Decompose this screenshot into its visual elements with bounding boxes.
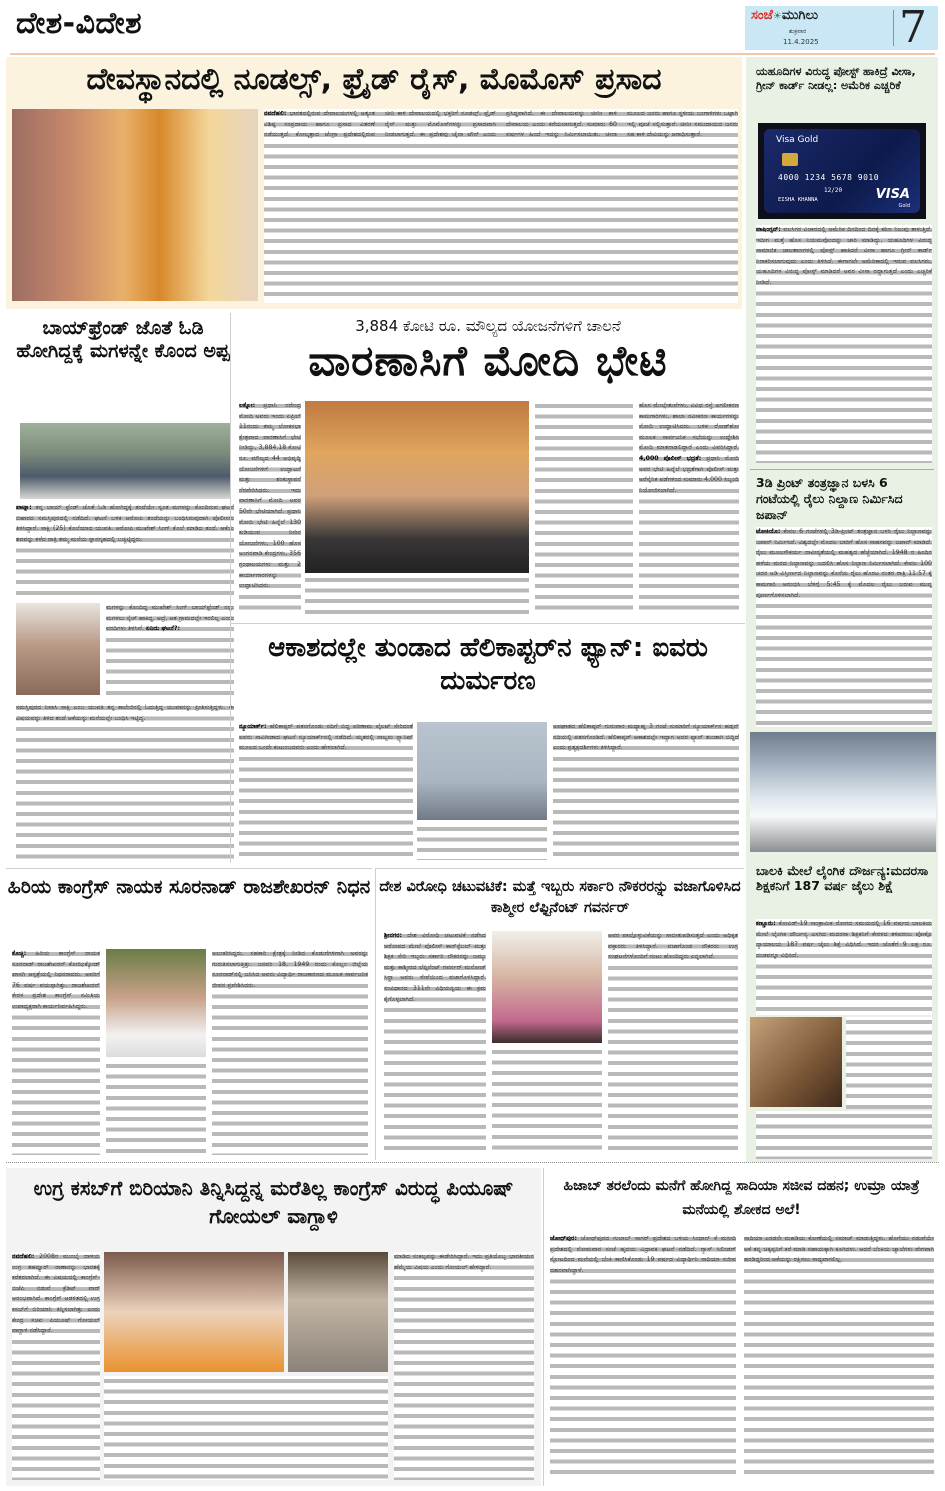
body-text: ವಲಸಿಗರ ವಿಚಾರದಲ್ಲಿ ಅಮೆರಿಕ ದಿನದಿಂದ ದಿನಕ್ಕೆ ಕಠಿಣ ನಿಲುವು ತಾಳುತ್ತಿದೆ. ಇದೀಗ ಮತ್ತೆ ಹೊಸ ನಿಯಮವೊಂದನ್ನು ಜಾರಿ ಮಾಡಿದ್ದು, ಯಹೂದಿಗಳ ವಿರುದ್ಧ ಸಾಮಾಜಿಕ ಜಾಲತಾಣಗಳಲ್ಲಿ ಪೋಸ್ಟ್ ಹಾಕಿದರೆ ವೀಸಾ ಹಾಗೂ ಗ್ರೀನ್ ಕಾರ್ಡ್ ನಿರಾಕರಿಸಲಾಗುವುದು ಎಂದು ತಿಳಿಸಿದೆ. ಈಗಾಗಲೇ ಅಮೆರಿಕಾದಲ್ಲಿ ಇರುವ ವಲಸಿಗರು, ಯಹೂದಿಗಳ ವಿರುದ್ಧ ಪೋಸ್ಟ್ ಮಾಡಿದರೆ ಅವರ ವೀಸಾ ರದ್ದಾಗುತ್ತದೆ ಎಂದು ಎಚ್ಚರಿಕೆ ನೀಡಿದೆ. [756, 226, 932, 286]
japan-headline[interactable]: 3ಡಿ ಪ್ರಿಂಟ್ ತಂತ್ರಜ್ಞಾನ ಬಳಸಿ 6 ಗಂಟೆಯಲ್ಲಿ ರೈಲು ನಿಲ್ದಾಣ ನಿರ್ಮಿಸಿದ ಜಪಾನ್ [756, 475, 903, 522]
body-text: ಕೋವಿಡ್-19 ಸಾಂಕ್ರಾಮಿಕ ರೋಗದ ಸಮಯದಲ್ಲಿ 16 ವರ್ಷದ ಬಾಲಕಿಯ ಮೇಲೆ ಲೈಂಗಿಕ ದೌರ್ಜನ್ಯ ಎಸಗಿದ ಮದರಸಾ ಶಿಕ್ಷಕನಿಗೆ ಕೇರಳದ ತಳಿಪರಂಬ ಪೋಕ್ಸೊ ನ್ಯಾಯಾಲಯ 187 ವರ್ಷ ಜೈಲು ಶಿಕ್ಷೆ ವಿಧಿಸಿದೆ. ಇದರ ಜೊತೆಗೆ 9 ಲಕ್ಷ ರೂ. ದಂಡವನ್ನೂ ವಿಧಿಸಿದೆ. [756, 920, 932, 959]
right-rail [746, 57, 938, 1162]
visa-headline[interactable]: ಯಹೂದಿಗಳ ವಿರುದ್ಧ ಪೋಸ್ಟ್ ಹಾಕಿದ್ರೆ ವೀಸಾ, ಗ್ರೀನ್ ಕಾರ್ಡ್ ನೀಡಲ್ಲ: ಅಮೆರಿಕ ಎಚ್ಚರಿಕೆ [756, 65, 916, 92]
article-body-right [394, 1252, 534, 1480]
japan-body [756, 527, 932, 727]
dateline: ನವದೆಹಲಿ: [264, 110, 287, 117]
article-body-2 [106, 603, 234, 699]
madrasa-body [756, 919, 932, 1015]
dateline: ನ್ಯೂಯಾರ್ಕ್: [239, 723, 267, 730]
article-body [239, 401, 301, 615]
kicker: 3,884 ಕೋಟಿ ರೂ. ಮೌಲ್ಯದ ಯೋಜನೆಗಳಿಗೆ ಚಾಲನೆ [355, 317, 621, 335]
madrasa-body-tail [756, 1111, 932, 1159]
article-boyfriend-murder[interactable] [6, 313, 240, 863]
card-number: 4000 1234 5678 9010 [778, 173, 880, 182]
photo-visa-card [758, 123, 926, 219]
dateline: ಜೋಧ್‌ಪುರ: [550, 1235, 577, 1242]
body-text: ಅಪಘಾತದ ಹೆಲಿಕಾಪ್ಟರ್ ಗುರುವಾರ ಮಧ್ಯಾಹ್ನ 3 ಗಂಟೆ ಸುಮಾರಿಗೆ ನ್ಯೂಯಾರ್ಕ್‌ನ ಹಡ್ಸನ್ ನದಿಯಲ್ಲಿ ಪತನಗೊಂಡಿದೆ. ಹೆಲಿಕಾಪ್ಟರ್ ಆಕಾಶದಲ್ಲೇ ಇದ್ದಾಗ ಅದರ ಫ್ಯಾನ್ ತುಂಡಾಗಿ ಬಿದ್ದಿದೆ ಎಂದು ಪ್ರತ್ಯಕ್ಷದರ್ಶಿಗಳು ತಿಳಿಸಿದ್ದಾರೆ. [553, 723, 739, 752]
article-body [239, 722, 413, 860]
rail-divider [750, 469, 934, 470]
dateline: ಕಣ್ಣೂರು: [756, 920, 776, 927]
card-brand-tier: Gold [898, 203, 910, 209]
subhead: ಏನಿದು ಘಟನೆ?: [145, 625, 180, 633]
palm-sun-icon: ☀ [772, 11, 782, 22]
article-body [16, 503, 234, 599]
photo-lieutenant-governor [492, 931, 602, 1043]
article-body [384, 931, 486, 1155]
dateline: ಕೊಚ್ಚಿ: [12, 950, 27, 957]
article-helicopter[interactable] [230, 623, 745, 863]
article-body [264, 109, 738, 303]
subhead: 4,000 ಪೊಲೀಸ್ ಭದ್ರತೆ: [639, 454, 702, 462]
body-text: ಜೋಧ್‌ಪುರದ ಗುಲಾಬ್ ಸಾಗರ್ ಪ್ರದೇಶದ ಬಳಿಯ ಸಿಂಧಾನ್ ಕೆ ಮಸೀದಿ ಪ್ರದೇಶದಲ್ಲಿ ಸೋಮವಾರ ಸಂಜೆ ಹೃದಯ ವಿದ್ರಾವಕ ಘಟನೆ ನಡೆದಿದೆ. ಗ್ಯಾಸ್ ಸಿಲಿಂಡರ್ ಸ್ಫೋಟದಿಂದ ಮನೆಯಲ್ಲಿ ಬೆಂಕಿ ಕಾಣಿಸಿಕೊಂಡು 19 ವರ್ಷದ ವಿದ್ಯಾರ್ಥಿನಿ ಸಾದಿಯಾ ಸಜೀವ ದಹನವಾಗಿದ್ದಾಳೆ. [550, 1235, 736, 1274]
madrasa-body-continued [846, 1017, 932, 1109]
article-body-continued [492, 1047, 602, 1155]
dateline: ನವದೆಹಲಿ: [12, 1253, 35, 1260]
header-rule [10, 53, 935, 55]
body-text: ಸಾದಿಯಾ ಎರಡನೇ ಮಹಡಿಯ ಕೋಣೆಯಲ್ಲಿ ನಮಾಜ್ ಮಾಡುತ್ತಿದ್ದಳು. ಹೊಗೆಯು ನಡುವೆಯೇ ಆಕೆ ತನ್ನ ಚಿಕ್ಕಪ್ಪನಿಗೆ ಕರೆ ಮಾಡಿ ಸಹಾಯಕ್ಕಾಗಿ ಕೂಗಿದಳು. ಆದರೆ ಬೆಂಕಿಯ ಜ್ವಾಲೆಗಳು ವೇಗವಾಗಿ ಹರಡಿದ್ದರಿಂದ ಆಕೆಯನ್ನು ರಕ್ಷಿಸಲು ಸಾಧ್ಯವಾಗಲಿಲ್ಲ. [744, 1235, 934, 1264]
body-text: ಮಾಡಿದ ಸಂಕಲ್ಪವನ್ನು ಈಡೇರಿಸಿದ್ದಾರೆ. ಇದು ಪ್ರತಿಯೊಬ್ಬ ಭಾರತೀಯನ ಹೆಮ್ಮೆಯ ವಿಷಯ ಎಂದು ಗೋಯಲ್ ಹೇಳಿದ್ದಾರೆ. [394, 1253, 534, 1271]
article-body-continued [417, 824, 547, 860]
logo-part-2: ಮುಗಿಲು [781, 8, 819, 23]
visa-logo: VISA [875, 187, 910, 202]
credit-card-graphic [764, 129, 920, 213]
photo-kasab [288, 1252, 388, 1372]
body-text: ಹೊಸ ಮೇಲ್ಸೇತುವೆಗಳು, ವಿವಿಧ ರಸ್ತೆ ಅಗಲೀಕರಣ ಕಾಮಗಾರಿಗಳು, ಶಾಲಾ ನವೀಕರಣ ಕಾರ್ಯಗಳನ್ನು ಮೋದಿ ಉದ್ಘಾಟಿಸಿದರು. ಬಳಿಕ ರೋಡ್‌ಶೋ ಮೂಲಕ ಸಾರ್ವಜನಿಕ ಸಭೆಯನ್ನು ಉದ್ದೇಶಿಸಿ ಮೋದಿ ಮಾತನಾಡಲಿದ್ದಾರೆ ಎಂದು ವಿವರಿಸಿದ್ದಾರೆ. [639, 402, 739, 452]
photo-temple-noodles [12, 109, 258, 301]
article-goyal[interactable] [6, 1168, 541, 1486]
body-text: ದೇಶ ವಿರೋಧಿ ಚಟುವಟಿಕೆ ನಡೆಸಿದ ಆರೋಪದ ಮೇಲೆ ಪೊಲೀಸ್ ಕಾನ್‌ಸ್ಟೆಬಲ್ ಮತ್ತು ಶಿಕ್ಷಕ ಸೇರಿ ಇಬ್ಬರು ಸರ್ಕಾರಿ ನೌಕರರನ್ನು ಜಮ್ಮು ಮತ್ತು ಕಾಶ್ಮೀರದ ಲೆಫ್ಟಿನೆಂಟ್ ಗವರ್ನರ್ ಮನೋಜ್ ಸಿನ್ಹಾ ಅವರು ಸೇವೆಯಿಂದ ವಜಾಗೊಳಿಸಿದ್ದಾರೆ. ಸಂವಿಧಾನದ 311ನೇ ವಿಧಿಯನ್ವಯ ಈ ಕ್ರಮ ಕೈಗೊಳ್ಳಲಾಗಿದೆ. [384, 932, 486, 1003]
headline[interactable]: ಉಗ್ರ ಕಸಬ್‌ಗೆ ಬಿರಿಯಾನಿ ತಿನ್ನಿಸಿದ್ದನ್ನ ಮರೆತಿಲ್ಲ ಕಾಂಗ್ರೆಸ್ ವಿರುದ್ಧ ಪಿಯೂಷ್ ಗೋಯಲ್ ವಾಗ್ದಾಳಿ [33, 1176, 514, 1228]
headline[interactable]: ಆಕಾಶದಲ್ಲೇ ತುಂಡಾದ ಹೆಲಿಕಾಪ್ಟರ್‌ನ ಫ್ಯಾನ್: ಐವರು ದುರ್ಮರಣ [268, 633, 708, 696]
dateline: ಲಕ್ನೋ: [239, 402, 256, 409]
photo-rajashekharan [106, 949, 206, 1057]
visa-body [756, 225, 932, 463]
photo-helicopter-crash [417, 722, 547, 820]
headline[interactable]: ದೇಶ ವಿರೋಧಿ ಚಟುವಟಿಕೆ: ಮತ್ತೆ ಇಬ್ಬರು ಸರ್ಕಾರಿ ನೌಕರರನ್ನು ವಜಾಗೊಳಿಸಿದ ಕಾಶ್ಮೀರ ಲೆಫ್ಟಿನೆಂಟ್ ಗವರ್ನರ್ [379, 879, 741, 916]
newspaper-logo [751, 8, 818, 23]
article-body [12, 1252, 100, 1480]
headline[interactable]: ದೇವಸ್ಥಾನದಲ್ಲಿ ನೂಡಲ್ಸ್, ಫ್ರೈಡ್ ರೈಸ್, ಮೊಮೊಸ್ ಪ್ರಸಾದ [86, 62, 662, 97]
body-text: ಪ್ರಧಾನಿ ನರೇಂದ್ರ ಮೋದಿ ಅವರು ಇಂದು ಏಪ್ರಿಲ್ 11ರಂದು ತಮ್ಮ ಲೋಕಸಭಾ ಕ್ಷೇತ್ರವಾದ ವಾರಣಾಸಿಗೆ ಭೇಟಿ ನೀಡಿದ್ದು, 3,884.18 ಕೋಟಿ ರೂ. ಮೌಲ್ಯದ 44 ಅಭಿವೃದ್ಧಿ ಯೋಜನೆಗಳಿಗೆ ಉದ್ಘಾಟನೆ ಮತ್ತು ಶಂಕುಸ್ಥಾಪನೆ ನೆರವೇರಿಸಿದರು. ಇದು ವಾರಣಾಸಿಗೆ ಮೋದಿ ಅವರ 50ನೇ ಭೇಟಿಯಾಗಿದೆ. ಪ್ರಧಾನಿ ಮೋದಿ ಭೇಟಿ ಹಿನ್ನೆಲೆ 130 ಕುಡಿಯುವ ನೀರಿನ ಯೋಜನೆಗಳು, 100 ಹೊಸ ಅಂಗನವಾಡಿ ಕೇಂದ್ರಗಳು, 356 ಗ್ರಂಥಾಲಯಗಳು ಮತ್ತು 2 ಕಾರ್ಯಾಗಾರಗಳನ್ನು ಉದ್ಘಾಟಿಸಿದರು. [239, 402, 301, 590]
photo-piyush-goyal [104, 1252, 284, 1372]
article-congress-leader[interactable] [6, 868, 372, 1160]
masthead-divider [893, 10, 894, 46]
article-body-3 [16, 703, 234, 859]
issue-day: ಶುಕ್ರವಾರ [789, 28, 807, 35]
logo-part-1: ಸಂಜೆ [751, 8, 773, 23]
dateline: ಶ್ರೀನಗರ: [384, 932, 402, 939]
body-text: ಹಿರಿಯ ಕಾಂಗ್ರೆಸ್ ನಾಯಕ ಸೂರನಾಡ್ ರಾಜಶೇಖರನ್ ಕೋಝಿಕ್ಕೋಡ್ ಖಾಸಗಿ ಆಸ್ಪತ್ರೆಯಲ್ಲಿ ನಿಧನರಾದರು. ಅವರಿಗೆ 76 ವರ್ಷ ವಯಸ್ಸಾಗಿತ್ತು. ರಾಜಶೇಖರನ್ ಕೇರಳ ಪ್ರದೇಶ ಕಾಂಗ್ರೆಸ್ ಸಮಿತಿಯ ಉಪಾಧ್ಯಕ್ಷರಾಗಿ ಕಾರ್ಯನಿರ್ವಹಿಸಿದ್ದರು. [12, 950, 100, 1010]
body-text: ಭಾರತದಲ್ಲಿರುವ ದೇವಾಲಯಗಳಲ್ಲಿ ಅತ್ಯಂತ ವಿಶಿಷ್ಟ ಸಂಪ್ರದಾಯ ಹಾಗೂ ಪ್ರಸಾದ ವಿತರಣೆ ನಡೆಯುತ್ತದೆ. ಕೋಲ್ಕತ್ತಾದ ಟೆಂಗ್ರಾ ಪ್ರದೇಶದಲ್ಲಿರುವ ಚೀನಿ ಕಾಳಿ ದೇವಾಲಯದಲ್ಲಿ ಭಕ್ತರಿಗೆ ನೂಡಲ್ಸ್, ಫ್ರೈಡ್ ರೈಸ್ ಮತ್ತು ಮೊಮೊಸ್‌ಗಳನ್ನು ಪ್ರಸಾದವಾಗಿ ನೀಡಲಾಗುತ್ತದೆ. ಈ ಪ್ರದೇಶವು ಚೈನಾ ಟೌನ್ ಎಂದು ಪ್ರಸಿದ್ಧವಾಗಿದೆ. ಈ ದೇವಾಲಯವನ್ನು ಚೀನೀ ಕಾಳಿ ದೇವಾಲಯ ಎಂದು ಕರೆಯಲಾಗುತ್ತದೆ. ಸುಮಾರು 60 ವರ್ಷಗಳ ಹಿಂದೆ ಇದನ್ನು ನಿರ್ಮಿಸಲಾಯಿತು. ಚೀನಾ ಮೂಲದ ಜನರು ಹಾಗೂ ಸ್ಥಳೀಯ ಬಂಗಾಳಿಗಳು ಒಟ್ಟಾಗಿ ಇಲ್ಲಿ ಪೂಜೆ ಸಲ್ಲಿಸುತ್ತಾರೆ. ಚೀನೀ ಸಮುದಾಯದ ಜನರು ಸಹ ಕಾಳಿ ದೇವಿಯನ್ನು ಆರಾಧಿಸುತ್ತಾರೆ. [264, 110, 738, 139]
article-body-right [608, 931, 738, 1155]
photo-bullet-train [750, 732, 936, 852]
madrasa-headline[interactable]: ಬಾಲಕಿ ಮೇಲೆ ಲೈಂಗಿಕ ದೌರ್ಜನ್ಯ:ಮದರಸಾ ಶಿಕ್ಷಕನಿಗೆ 187 ವರ್ಷ ಜೈಲು ಶಿಕ್ಷೆ [756, 863, 929, 893]
article-body-right [744, 1234, 934, 1480]
article-body [550, 1234, 736, 1480]
masthead [745, 2, 938, 53]
photo-police-scene [20, 423, 230, 499]
section-title: ದೇಶ-ವಿದೇಶ [16, 6, 143, 41]
article-body-right [553, 722, 739, 860]
card-tier-title: Visa Gold [776, 135, 819, 145]
dateline: ಪಾಟ್ನಾ: [16, 504, 32, 511]
article-modi-varanasi[interactable] [230, 313, 745, 623]
photo-gavel-scales [750, 1017, 842, 1107]
headline[interactable]: ಹಿರಿಯ ಕಾಂಗ್ರೆಸ್ ನಾಯಕ ಸೂರನಾಡ್ ರಾಜಶೇಖರನ್ ನಿಧನ [7, 876, 371, 898]
issue-date: 11.4.2025 [783, 38, 819, 46]
body-text: ಹೆಲಿಕಾಪ್ಟರ್ ಪತನಗೊಂಡು ನದಿಗೆ ಬಿದ್ದ ಪರಿಣಾಮ ಪೈಲಟ್ ಸೇರಿದಂತೆ ಐವರು ಸಾವಿಗೀಡಾದ ಘಟನೆ ನ್ಯೂಯಾರ್ಕ್‌ನಲ್ಲಿ ನಡೆದಿದೆ. ಮೃತರಲ್ಲಿ ನಾಲ್ವರು ಸ್ಪ್ಯಾನಿಷ್ ಮೂಲದ ಒಂದೇ ಕುಟುಂಬದವರು ಎಂದು ಹೇಳಲಾಗಿದೆ. [239, 723, 413, 752]
page-number: 7 [899, 2, 927, 53]
article-body-continued [106, 1061, 206, 1155]
body-text: ಅಲಂಕರಿಸಿದ್ದರು. ಸಹಕಾರಿ ಕ್ಷೇತ್ರಕ್ಕೆ ನೀಡಿದ ಕೊಡುಗೆಗಳಿಗಾಗಿ ಅವರನ್ನು ಗುರುತಿಸಲಾಗುತ್ತಿತ್ತು. ಜನವರಿ 18, 1949 ರಂದು ಕೊಲ್ಲಂ ಜಿಲ್ಲೆಯ ಸೂರನಾಡ್‌ನಲ್ಲಿ ಜನಿಸಿದ ಅವರು ವಿದ್ಯಾರ್ಥಿ ರಾಜಕಾರಣದ ಮೂಲಕ ಸಾರ್ವಜನಿಕ ಜೀವನ ಪ್ರವೇಶಿಸಿದರು. [212, 950, 368, 989]
card-chip-icon [782, 153, 798, 166]
headline[interactable]: ಹಿಜಾಬ್ ತರಲೆಂದು ಮನೆಗೆ ಹೋಗಿದ್ದ ಸಾದಿಯಾ ಸಜೀವ ದಹನ; ಉಮ್ರಾ ಯಾತ್ರೆ ಮನೆಯಲ್ಲಿ ಶೋಕದ ಅಲೆ! [563, 1178, 920, 1218]
body-text: 2008ರ ಮುಂಬೈ ದಾಳಿಯ ಉಗ್ರ ತಹವ್ವೂರ್ ರಾಣಾನನ್ನು ಭಾರತಕ್ಕೆ ಕರೆತರಲಾಗಿದೆ. ಈ ವಿಷಯದಲ್ಲಿ ಕಾಂಗ್ರೆಸ್-ಬಿಜೆಪಿ ನಡುವೆ ಕ್ರೆಡಿಟ್ ವಾರ್ ಆರಂಭವಾಗಿದೆ. ಕಾಂಗ್ರೆಸ್ ಆಡಳಿತದಲ್ಲಿ ಉಗ್ರ ಕಸಬ್‌ಗೆ ಬಿರಿಯಾನಿ ತಿನ್ನಿಸಲಾಗಿತ್ತು ಎಂದು ಕೇಂದ್ರ ಸಚಿವ ಪಿಯೂಷ್ ಗೋಯಲ್ ವಾಗ್ದಾಳಿ ನಡೆಸಿದ್ದಾರೆ. [12, 1253, 100, 1335]
body-text: ಸಮಸ್ತಿಪುರದ ನಿವಾಸಿ ಸಾಕ್ಷಿ ಎಂಬ ಯುವತಿ ತನ್ನ ಕಾಲೇಜಿನಲ್ಲಿ ಓದುತ್ತಿದ್ದ ಯುವಕನನ್ನು ಪ್ರೀತಿಸುತ್ತಿದ್ದಳು. ಈ ವಿಷಯವನ್ನು ತಿಳಿದ ತಂದೆ ಆಕೆಯನ್ನು ಮನೆಯಲ್ಲೇ ಬಂಧಿಸಿ ಇಟ್ಟಿದ್ದ. [16, 704, 234, 722]
headline[interactable]: ಬಾಯ್‌ಫ್ರೆಂಡ್ ಜೊತೆ ಓಡಿ ಹೋಗಿದ್ದಕ್ಕೆ ಮಗಳನ್ನೇ ಕೊಂದ ಅಪ್ಪ [16, 317, 230, 362]
body-text: ಅವರ ಪಾಲ್ಗೊಳ್ಳುವಿಕೆಯನ್ನು ಸಾಬೀತುಪಡಿಸುತ್ತದೆ ಎಂದು ಅಧಿಕೃತ ವಕ್ತಾರರು ತಿಳಿಸಿದ್ದಾರೆ. ವಜಾಗೊಂಡ ನೌಕರರು ಉಗ್ರ ಸಂಘಟನೆಗಳೊಂದಿಗೆ ನಂಟು ಹೊಂದಿದ್ದರು ಎನ್ನಲಾಗಿದೆ. [608, 932, 738, 961]
body-text: ಕೇವಲ 6 ಗಂಟೆಗಳಲ್ಲಿ 3ಡಿ-ಪ್ರಿಂಟ್ ತಂತ್ರಜ್ಞಾನ ಬಳಸಿ ರೈಲು ನಿಲ್ದಾಣವನ್ನು ಜಪಾನ್ ನಿರ್ಮಿಸಿದೆ. ವಿಶ್ವದಲ್ಲೇ ಮೊದಲ ಬಾರಿಗೆ ಹೊಸ ಸಾಹಸವನ್ನು ಜಪಾನ್ ಮಾಡಿದೆ. ರೈಲು ಮೂಲಸೌಕರ್ಯ ನಾವೀನ್ಯತೆಯಲ್ಲಿ ಮಹತ್ವದ ಹೆಜ್ಜೆಯಾಗಿದೆ. 1948 ರ ಹಿಂದಿನ ಹಳೆಯ ಮರದ ನಿಲ್ದಾಣವನ್ನು ಬದಲಿಸಿ ಹೊಸ ನಿಲ್ದಾಣ ನಿರ್ಮಿಸಲಾಗಿದೆ. ಕೇವಲ 100 ಚದರ ಅಡಿ ವಿಸ್ತೀರ್ಣದ ನಿಲ್ದಾಣವನ್ನು ಕೊನೆಯ ರೈಲು ಹೊರಟ ನಂತರ ರಾತ್ರಿ 11:57 ಕ್ಕೆ ಕಾಮಗಾರಿ ಆರಂಭಿಸಿ ಬೆಳಿಗ್ಗೆ 5:45 ಕ್ಕೆ ಮೊದಲ ರೈಲು ಬರುವ ಮುನ್ನ ಪೂರ್ಣಗೊಳಿಸಲಾಗಿದೆ. [756, 528, 932, 599]
article-prasada[interactable] [6, 57, 742, 309]
dateline: ಟೋಕಿಯೊ: [756, 528, 781, 535]
article-kashmir[interactable] [375, 868, 744, 1160]
article-body-continued [305, 575, 529, 617]
body-text: ತನ್ನ ಬಾಯ್ ಫ್ರೆಂಡ್ ಜೊತೆ ಓಡಿ ಹೋಗಿದ್ದಕ್ಕೆ ತಂದೆಯೇ ಸ್ವಂತ ಮಗಳನ್ನು ಕೊಂದಿರುವ ಘಟನೆ ಬಿಹಾರದ ಸಮಸ್ತಿಪುರದಲ್ಲಿ ನಡೆದಿದೆ. ಘಟನೆ ಬಳಿಕ ಆರೋಪಿ ತಂದೆಯನ್ನು ಬಂಧಿಸಿರುವುದಾಗಿ ಪೊಲೀಸರು ತಿಳಿಸಿದ್ದಾರೆ. ಸಾಕ್ಷಿ (25) ಕೊಲೆಯಾದ ಯುವತಿ. ಆರೋಪಿ ಮುಖೇಶ್ ಸಿಂಗ್ ಕೊಲೆ ಮಾಡಿದ ತಂದೆ. ಆಕೆಯ ಶವವನ್ನು ಕಳೆದ ರಾತ್ರಿ ತಮ್ಮ ಮನೆಯ ಸ್ನಾನಗೃಹದಲ್ಲಿ ಬಚ್ಚಿಟ್ಟಿದ್ದರು. [16, 504, 234, 543]
card-expiry: 12/20 [824, 187, 843, 194]
article-body-right [639, 401, 739, 615]
photo-victim [16, 603, 100, 695]
photo-modi-roadshow [305, 401, 529, 573]
body-text: ಮಗಳನ್ನು ಕೊಂದಿದ್ದ ಮುಖೇಶ್ ಸಿಂಗ್ ಬಾಯ್‌ಫ್ರೆಂಡ್ ನನ್ನು ಮಗಳಲು ಸ್ಕೆಚ್ ಹಾಕಿದ್ದ, ಆದ್ರೆ, ಆತ ಗ್ರಾಮದಲ್ಲೇ ಇರಲಿಲ್ಲ ಎಂದು ವರದಿಗಳು ತಿಳಿಸಿವೆ. [106, 604, 234, 633]
article-body-continued [104, 1376, 388, 1480]
article-body-center [535, 401, 633, 615]
article-body [12, 949, 100, 1155]
article-hijab[interactable] [543, 1168, 939, 1486]
headline[interactable]: ವಾರಣಾಸಿಗೆ ಮೋದಿ ಭೇಟಿ [308, 336, 668, 385]
subhead-body: ಪ್ರಧಾನಿ ಮೋದಿ ಅವರ ಭೇಟಿ ಹಿನ್ನೆಲೆ ಭದ್ರತೆಗಾಗಿ ಪೊಲೀಸ್ ಮತ್ತು ಅರೆಸೈನಿಕ ಪಡೆಗಳಿಂದ ಸುಮಾರು 4,000 ಸಿಬ್ಬಂದಿ ನಿಯೋಜಿಸಲಾಗಿದೆ. [639, 454, 739, 494]
dateline: ವಾಷಿಂಗ್ಟನ್: [756, 226, 781, 233]
article-body-right [212, 949, 368, 1155]
card-holder: EISHA KHANNA [778, 197, 818, 203]
section-divider [6, 1162, 939, 1165]
